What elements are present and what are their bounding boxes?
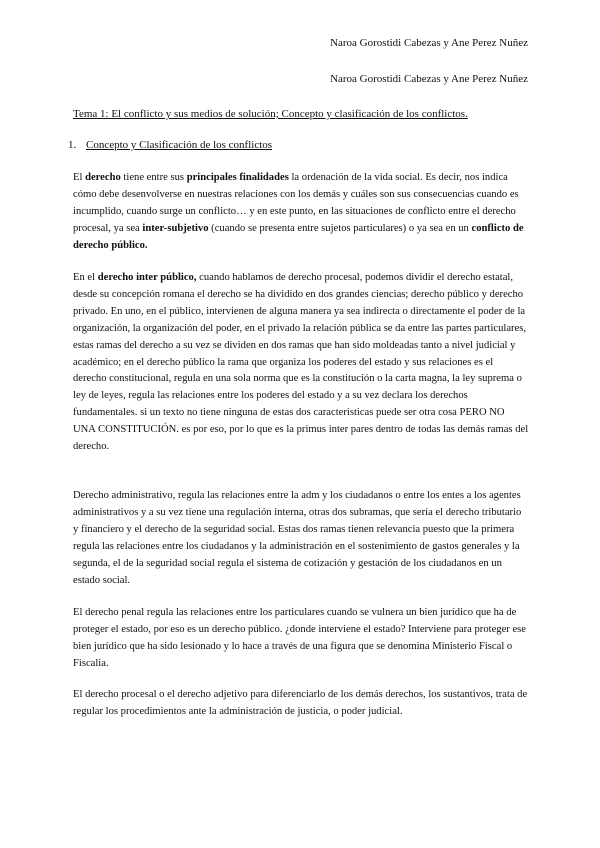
paragraph-5: El derecho procesal o el derecho adjetivo para diferenciarlo de los demás derechos, los sustantivos, trata de regular los procedimientos ante la administración de justicia, o poder judicial. <box>73 689 528 717</box>
p1-bold-inter-subjetivo: inter-subjetivo <box>142 222 209 234</box>
p1-bold-conflicto: conflicto de derecho público. <box>73 222 524 251</box>
p1-bold-finalidades: principales finalidades <box>186 172 289 183</box>
p2-text-d: . es por eso, por lo que es la primus inter pares dentro de todas las demás ramas del derecho. <box>73 424 529 453</box>
header-author-line-2: Naroa Gorostidi Cabezas y Ane Perez Nuñez <box>330 73 528 85</box>
paragraph-1 <box>73 170 529 255</box>
section-number: 1. <box>68 139 77 151</box>
paragraph-3: Derecho administrativo, regula las relaciones entre la adm y los ciudadanos o entre los entes a los agentes administrativos y a su vez tiene una regulación interna, otras dos subramas, que sería el derecho tributario y financiero y el derecho de la seguridad social. Estas dos ramas tienen relevancia puesto que la primera regula las relaciones entre los ciudadanos y la administración en el sostenimiento de gastos generales y la segunda, el de la seguridad social regula el sistema de cotización y gestación de los ciudadanos en un estado social. <box>73 490 522 586</box>
paragraph-4: El derecho penal regula las relaciones entre los particulares cuando se vulnera un bien jurídico que ha de proteger el estado, por eso es un derecho público. ¿donde interviene el estado? Interviene para proteger ese bien jurídico que ha sido lesionado y lo hace a través de una figura que se denomina Ministerio Fiscal o Fiscalia. <box>73 607 526 669</box>
p2-text-c: cuando hablamos de derecho procesal, podemos dividir el derecho estatal, desde su concepción romana el derecho se ha dividido en dos grandes ciencias; derecho público y derecho privado. En uno, en el público, intervienen de alguna manera ya sea indirecta o directamente el poder de la organización, la organización del poder, en el privado la relación pública se da entre las partes particulares, estas ramas del derecho a su vez se dividen en dos ramas que han sido moldeadas tanto a nivel judicial y académico; en el derecho público la rama que organiza los poderes del estado y sus relaciones es el derecho constitucional, regula en una sola norma que es la constitución o la carta magna, la ley suprema o ley de leyes, regula las relaciones entre los poderes del estado y a su vez declara los derechos fundamentales. si un texto no tiene ninguna de estas dos caracteristicas puede ser otra cosa <box>73 272 527 419</box>
p1-text-a: El <box>73 172 86 183</box>
paragraph-2 <box>73 270 529 456</box>
section-title: Concepto y Clasificación de los conflictos <box>86 139 273 151</box>
p2-caps-phrase: PERO NO UNA CONSTITUCIÓN <box>73 407 505 436</box>
p1-text-c: tiene entre sus <box>120 172 187 183</box>
section-heading <box>68 139 272 151</box>
p1-bold-derecho: derecho <box>85 172 121 183</box>
p1-text-e: (cuando se presenta entre sujetos particulares) o ya sea en un <box>208 222 472 234</box>
header-author-line-1: Naroa Gorostidi Cabezas y Ane Perez Nuñez <box>330 37 528 49</box>
p1-text-d: la ordenación de la vida social. Es decir, nos indica cómo debe desenvolverse en nuestras relaciones con los demás y cuáles son sus consecuencias cuando es incumplido, cuando surge un conflicto… y en este punto, en las situaciones de conflicto entre el derecho procesal, ya sea <box>73 172 519 234</box>
p2-text-a: En el <box>73 272 98 283</box>
document-title: Tema 1: El conflicto y sus medios de solución; Concepto y clasificación de los conflictos. <box>73 108 468 120</box>
p2-bold-derecho-inter-publico: derecho inter público, <box>97 272 197 283</box>
